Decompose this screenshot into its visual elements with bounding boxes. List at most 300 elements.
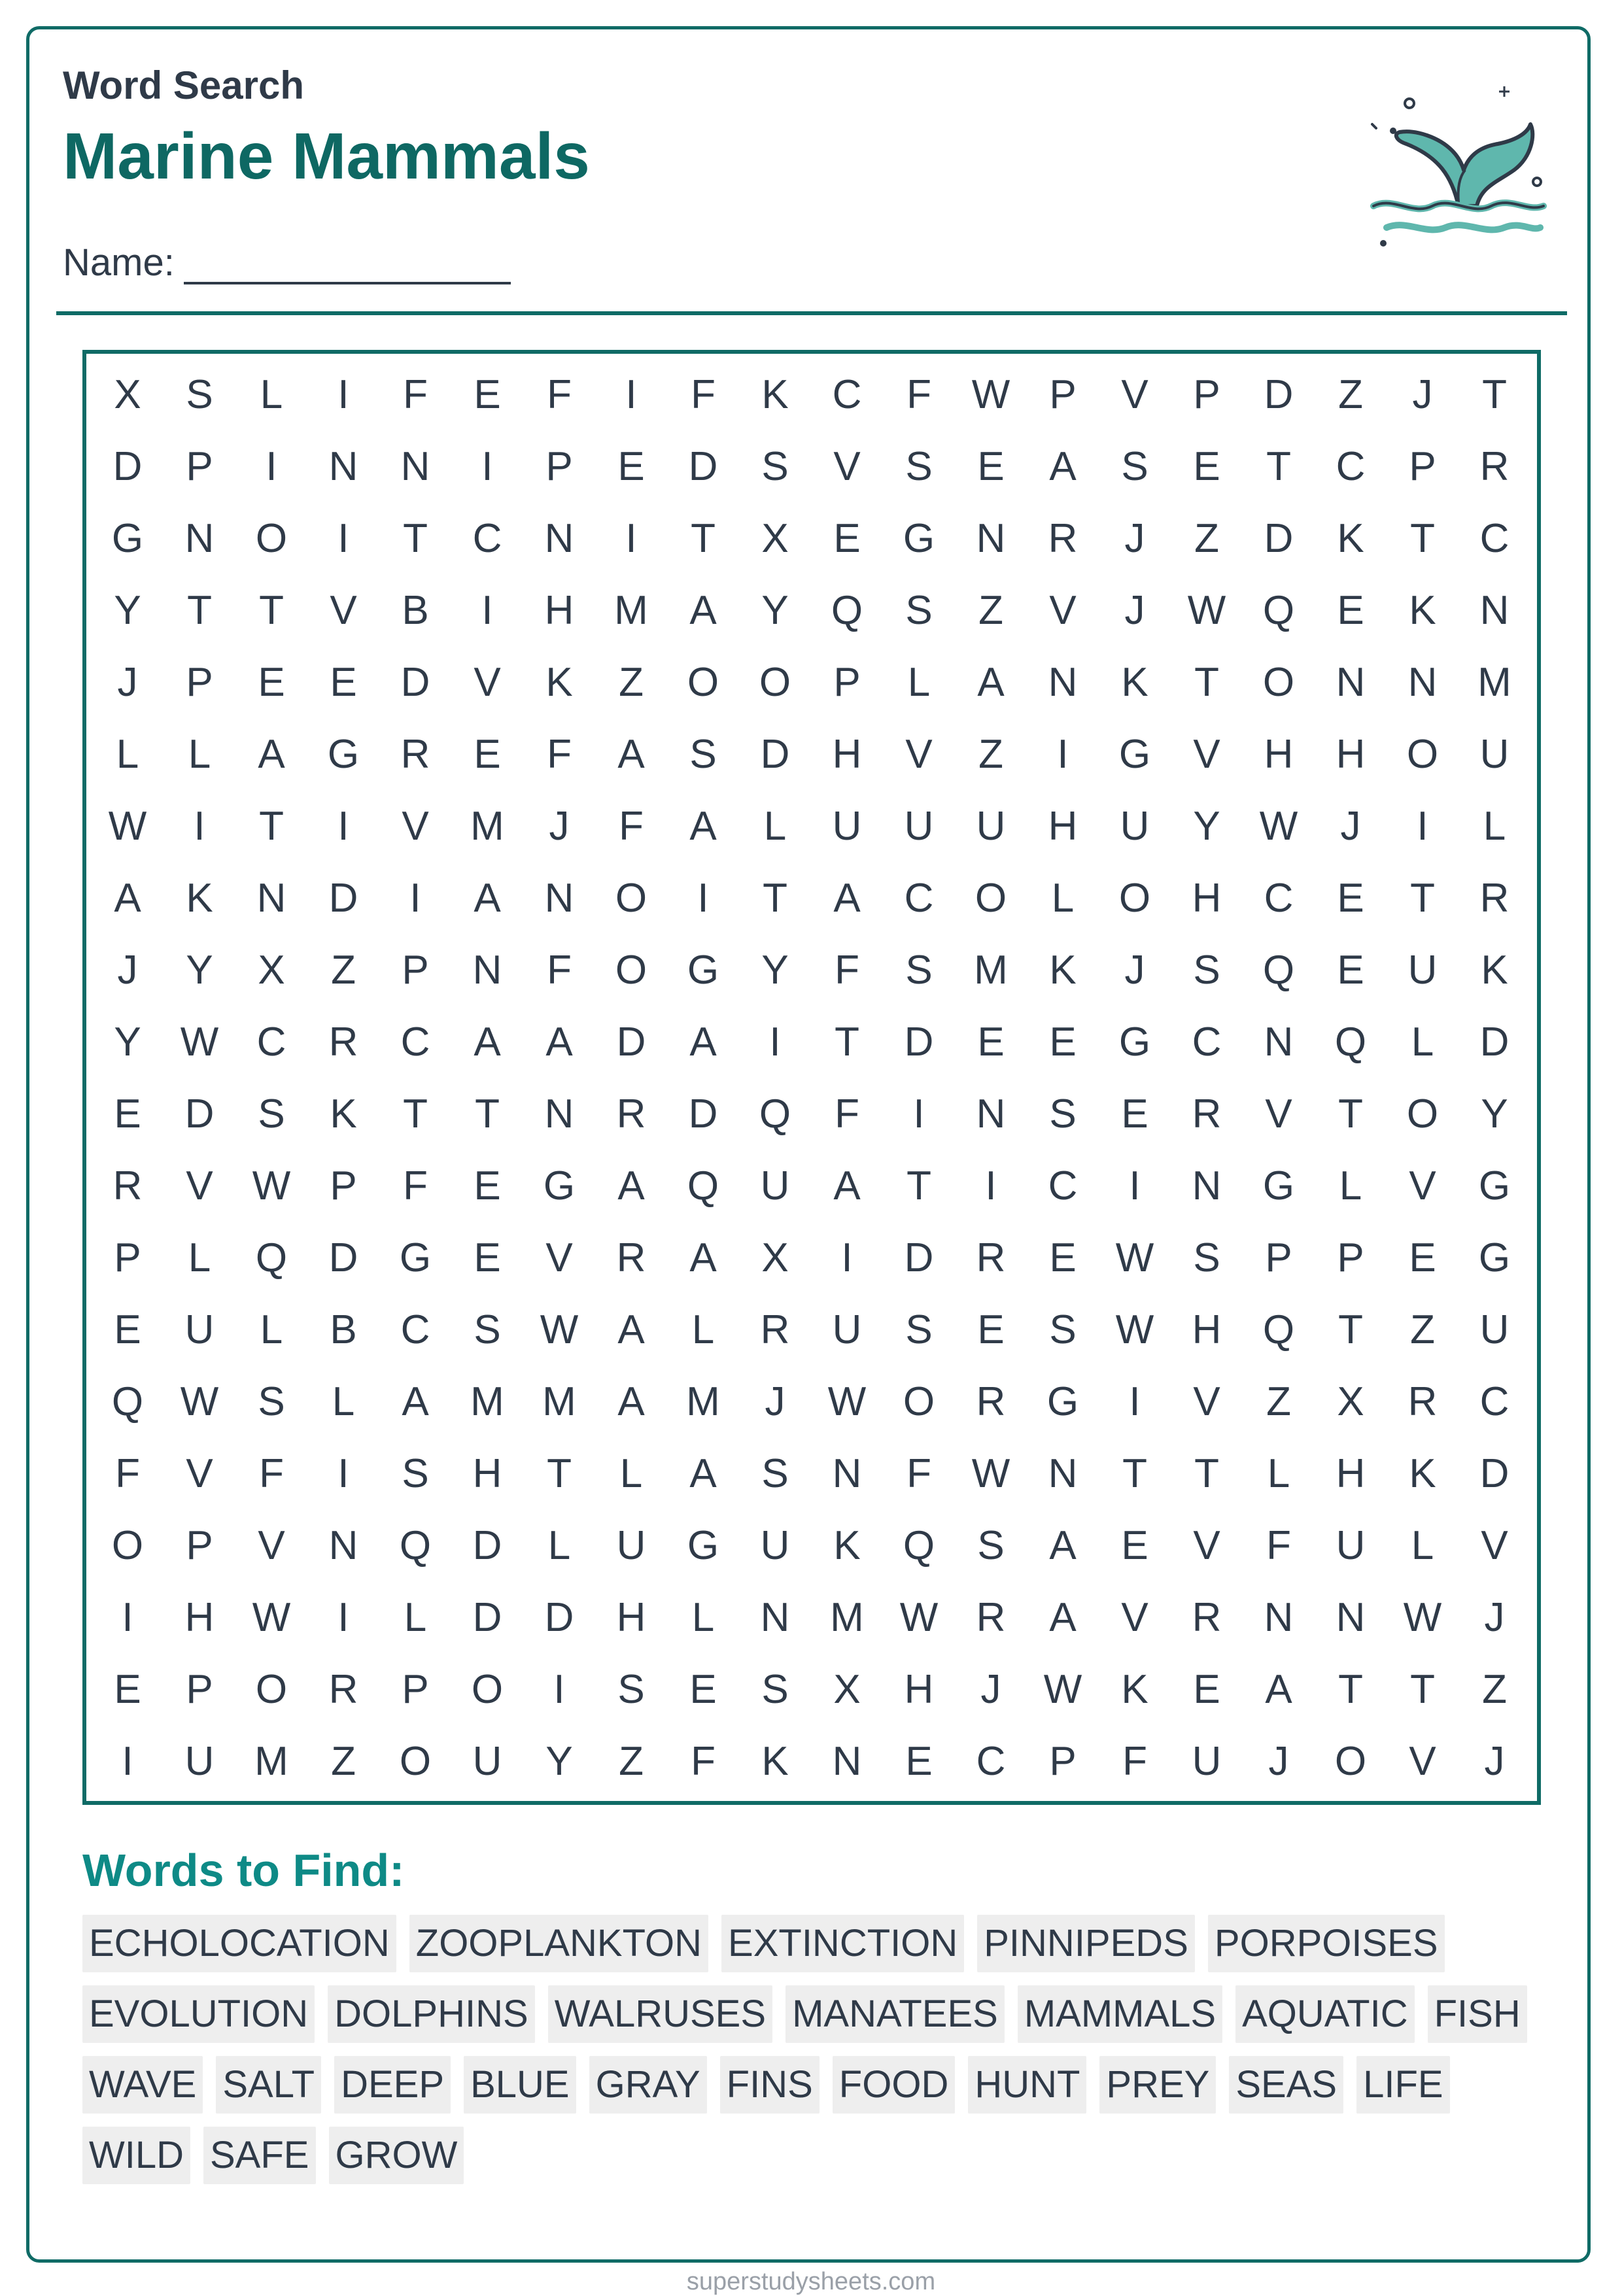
grid-letter[interactable]: E: [474, 371, 501, 417]
grid-letter[interactable]: E: [905, 1738, 933, 1784]
grid-letter[interactable]: V: [330, 587, 357, 633]
grid-letter[interactable]: S: [689, 731, 717, 777]
grid-letter[interactable]: I: [194, 803, 205, 849]
grid-letter[interactable]: A: [1049, 443, 1077, 489]
grid-letter[interactable]: A: [617, 1163, 645, 1208]
grid-letter[interactable]: Q: [399, 1522, 432, 1568]
grid-letter[interactable]: V: [186, 1450, 213, 1496]
grid-letter[interactable]: K: [1121, 1666, 1148, 1712]
grid-letter[interactable]: A: [1049, 1522, 1077, 1568]
grid-letter[interactable]: R: [760, 1307, 790, 1352]
grid-letter[interactable]: J: [980, 1666, 1001, 1712]
grid-letter[interactable]: Z: [331, 947, 356, 993]
grid-letter[interactable]: W: [1115, 1235, 1154, 1280]
grid-letter[interactable]: S: [1121, 443, 1148, 489]
grid-letter[interactable]: T: [547, 1450, 572, 1496]
grid-letter[interactable]: W: [899, 1594, 939, 1640]
grid-letter[interactable]: A: [114, 875, 141, 921]
grid-letter[interactable]: C: [400, 1019, 430, 1065]
grid-letter[interactable]: Z: [1410, 1307, 1435, 1352]
grid-letter[interactable]: S: [186, 371, 213, 417]
grid-letter[interactable]: O: [1118, 875, 1151, 921]
grid-letter[interactable]: L: [404, 1594, 427, 1640]
grid-letter[interactable]: O: [687, 659, 719, 705]
grid-letter[interactable]: G: [687, 947, 719, 993]
grid-letter[interactable]: Q: [255, 1235, 288, 1280]
grid-letter[interactable]: H: [904, 1666, 934, 1712]
name-field[interactable]: [63, 241, 511, 284]
grid-letter[interactable]: O: [1406, 1091, 1439, 1137]
grid-letter[interactable]: T: [403, 515, 428, 561]
grid-letter[interactable]: Y: [761, 947, 789, 993]
grid-letter[interactable]: L: [691, 1307, 715, 1352]
grid-letter[interactable]: I: [122, 1594, 133, 1640]
grid-letter[interactable]: T: [763, 875, 787, 921]
grid-letter[interactable]: F: [906, 371, 931, 417]
grid-letter[interactable]: P: [1049, 371, 1077, 417]
grid-letter[interactable]: K: [1337, 515, 1364, 561]
grid-letter[interactable]: L: [619, 1450, 643, 1496]
grid-letter[interactable]: X: [1337, 1379, 1364, 1424]
grid-letter[interactable]: D: [688, 1091, 718, 1137]
grid-letter[interactable]: N: [1336, 1594, 1366, 1640]
grid-letter[interactable]: F: [547, 371, 572, 417]
grid-letter[interactable]: Q: [831, 587, 863, 633]
grid-letter[interactable]: Z: [619, 1738, 644, 1784]
grid-letter[interactable]: E: [1409, 1235, 1436, 1280]
grid-letter[interactable]: C: [904, 875, 934, 921]
grid-letter[interactable]: R: [976, 1235, 1006, 1280]
grid-letter[interactable]: S: [474, 1307, 501, 1352]
grid-letter[interactable]: A: [474, 1019, 501, 1065]
grid-letter[interactable]: R: [112, 1163, 143, 1208]
grid-letter[interactable]: C: [256, 1019, 286, 1065]
grid-letter[interactable]: C: [1479, 515, 1510, 561]
grid-letter[interactable]: M: [254, 1738, 288, 1784]
grid-letter[interactable]: E: [977, 1019, 1005, 1065]
grid-letter[interactable]: T: [1338, 1666, 1363, 1712]
grid-letter[interactable]: X: [761, 1235, 789, 1280]
grid-letter[interactable]: F: [619, 803, 644, 849]
grid-letter[interactable]: I: [337, 1594, 349, 1640]
grid-letter[interactable]: T: [1410, 515, 1435, 561]
grid-letter[interactable]: J: [1484, 1738, 1505, 1784]
grid-letter[interactable]: Q: [1262, 587, 1295, 633]
grid-letter[interactable]: D: [904, 1019, 934, 1065]
grid-letter[interactable]: L: [332, 1379, 355, 1424]
grid-letter[interactable]: Y: [1481, 1091, 1508, 1137]
grid-letter[interactable]: F: [547, 731, 572, 777]
grid-letter[interactable]: T: [906, 1163, 931, 1208]
grid-letter[interactable]: W: [1259, 803, 1298, 849]
grid-letter[interactable]: N: [256, 875, 286, 921]
grid-letter[interactable]: Z: [331, 1738, 356, 1784]
grid-letter[interactable]: M: [1477, 659, 1511, 705]
grid-letter[interactable]: U: [832, 1307, 862, 1352]
grid-letter[interactable]: I: [1057, 731, 1069, 777]
grid-letter[interactable]: D: [472, 1594, 502, 1640]
grid-letter[interactable]: Z: [1194, 515, 1219, 561]
grid-letter[interactable]: I: [625, 371, 637, 417]
grid-letter[interactable]: W: [827, 1379, 867, 1424]
grid-letter[interactable]: E: [833, 515, 861, 561]
grid-letter[interactable]: D: [1264, 515, 1294, 561]
grid-letter[interactable]: V: [1409, 1738, 1436, 1784]
grid-letter[interactable]: N: [400, 443, 430, 489]
grid-letter[interactable]: D: [544, 1594, 574, 1640]
grid-letter[interactable]: H: [1048, 803, 1078, 849]
grid-letter[interactable]: S: [1049, 1091, 1077, 1137]
grid-letter[interactable]: N: [760, 1594, 790, 1640]
grid-letter[interactable]: I: [625, 515, 637, 561]
grid-letter[interactable]: V: [1121, 1594, 1148, 1640]
grid-letter[interactable]: T: [691, 515, 716, 561]
grid-letter[interactable]: Z: [978, 731, 1003, 777]
grid-letter[interactable]: T: [1122, 1450, 1147, 1496]
grid-letter[interactable]: J: [1340, 803, 1361, 849]
grid-letter[interactable]: D: [112, 443, 143, 489]
grid-letter[interactable]: C: [1264, 875, 1294, 921]
grid-letter[interactable]: V: [1481, 1522, 1508, 1568]
grid-letter[interactable]: O: [615, 947, 647, 993]
grid-letter[interactable]: N: [1192, 1163, 1222, 1208]
grid-letter[interactable]: U: [184, 1738, 215, 1784]
grid-letter[interactable]: H: [184, 1594, 215, 1640]
grid-letter[interactable]: F: [403, 371, 428, 417]
grid-letter[interactable]: Z: [619, 659, 644, 705]
grid-letter[interactable]: D: [328, 875, 358, 921]
grid-letter[interactable]: N: [1479, 587, 1510, 633]
grid-letter[interactable]: L: [907, 659, 931, 705]
grid-letter[interactable]: V: [1049, 587, 1077, 633]
grid-letter[interactable]: L: [188, 1235, 211, 1280]
grid-letter[interactable]: U: [184, 1307, 215, 1352]
grid-letter[interactable]: N: [1264, 1594, 1294, 1640]
grid-letter[interactable]: L: [260, 1307, 283, 1352]
grid-letter[interactable]: J: [1124, 947, 1145, 993]
grid-letter[interactable]: K: [1121, 659, 1148, 705]
grid-letter[interactable]: D: [688, 443, 718, 489]
grid-letter[interactable]: N: [328, 443, 358, 489]
grid-letter[interactable]: D: [1479, 1450, 1510, 1496]
grid-letter[interactable]: T: [1266, 443, 1291, 489]
grid-letter[interactable]: C: [1479, 1379, 1510, 1424]
grid-letter[interactable]: Y: [545, 1738, 573, 1784]
grid-letter[interactable]: F: [835, 947, 859, 993]
grid-letter[interactable]: S: [761, 1450, 789, 1496]
grid-letter[interactable]: N: [1264, 1019, 1294, 1065]
grid-letter[interactable]: X: [114, 371, 141, 417]
grid-letter[interactable]: G: [327, 731, 360, 777]
grid-letter[interactable]: J: [1124, 587, 1145, 633]
grid-letter[interactable]: T: [259, 803, 284, 849]
grid-letter[interactable]: T: [187, 587, 212, 633]
grid-letter[interactable]: D: [904, 1235, 934, 1280]
grid-letter[interactable]: M: [470, 803, 504, 849]
grid-letter[interactable]: V: [1409, 1163, 1436, 1208]
grid-letter[interactable]: E: [1337, 947, 1364, 993]
grid-letter[interactable]: Y: [761, 587, 789, 633]
grid-letter[interactable]: G: [1118, 1019, 1151, 1065]
grid-letter[interactable]: O: [255, 515, 288, 561]
grid-letter[interactable]: Q: [1262, 947, 1295, 993]
grid-letter[interactable]: T: [835, 1019, 859, 1065]
grid-letter[interactable]: I: [122, 1738, 133, 1784]
grid-letter[interactable]: K: [1481, 947, 1508, 993]
grid-letter[interactable]: G: [1046, 1379, 1079, 1424]
grid-letter[interactable]: Y: [114, 1019, 141, 1065]
grid-letter[interactable]: V: [1265, 1091, 1292, 1137]
grid-letter[interactable]: V: [833, 443, 861, 489]
grid-letter[interactable]: E: [1193, 443, 1220, 489]
grid-letter[interactable]: C: [472, 515, 502, 561]
grid-letter[interactable]: U: [904, 803, 934, 849]
grid-letter[interactable]: A: [977, 659, 1005, 705]
grid-letter[interactable]: U: [1192, 1738, 1222, 1784]
grid-letter[interactable]: D: [1479, 1019, 1510, 1065]
grid-letter[interactable]: V: [474, 659, 501, 705]
grid-letter[interactable]: N: [1407, 659, 1438, 705]
grid-letter[interactable]: V: [1121, 371, 1148, 417]
grid-letter[interactable]: C: [976, 1738, 1006, 1784]
grid-letter[interactable]: E: [1049, 1235, 1077, 1280]
grid-letter[interactable]: K: [1409, 587, 1436, 633]
grid-letter[interactable]: N: [472, 947, 502, 993]
grid-letter[interactable]: U: [1407, 947, 1438, 993]
grid-letter[interactable]: P: [1049, 1738, 1077, 1784]
grid-letter[interactable]: L: [1483, 803, 1506, 849]
grid-letter[interactable]: K: [1049, 947, 1077, 993]
grid-letter[interactable]: R: [400, 731, 430, 777]
grid-letter[interactable]: N: [976, 1091, 1006, 1137]
grid-letter[interactable]: G: [399, 1235, 432, 1280]
grid-letter[interactable]: R: [616, 1091, 646, 1137]
grid-letter[interactable]: S: [761, 443, 789, 489]
grid-letter[interactable]: U: [472, 1738, 502, 1784]
grid-letter[interactable]: R: [1479, 875, 1510, 921]
grid-letter[interactable]: L: [1411, 1522, 1434, 1568]
grid-letter[interactable]: F: [1122, 1738, 1147, 1784]
grid-letter[interactable]: E: [1337, 587, 1364, 633]
grid-letter[interactable]: H: [1264, 731, 1294, 777]
grid-letter[interactable]: I: [409, 875, 421, 921]
grid-letter[interactable]: A: [833, 1163, 861, 1208]
grid-letter[interactable]: V: [545, 1235, 573, 1280]
grid-letter[interactable]: S: [617, 1666, 645, 1712]
grid-letter[interactable]: P: [402, 1666, 429, 1712]
grid-letter[interactable]: N: [544, 1091, 574, 1137]
grid-letter[interactable]: Q: [1334, 1019, 1367, 1065]
grid-letter[interactable]: T: [1410, 875, 1435, 921]
grid-letter[interactable]: U: [760, 1163, 790, 1208]
grid-letter[interactable]: N: [328, 1522, 358, 1568]
grid-letter[interactable]: L: [260, 371, 283, 417]
grid-letter[interactable]: R: [976, 1594, 1006, 1640]
grid-letter[interactable]: E: [474, 1235, 501, 1280]
grid-letter[interactable]: O: [1406, 731, 1439, 777]
grid-letter[interactable]: V: [186, 1163, 213, 1208]
grid-letter[interactable]: G: [1118, 731, 1151, 777]
grid-letter[interactable]: K: [761, 1738, 789, 1784]
grid-letter[interactable]: I: [913, 1091, 925, 1137]
grid-letter[interactable]: H: [1336, 731, 1366, 777]
grid-letter[interactable]: A: [258, 731, 285, 777]
grid-letter[interactable]: C: [1048, 1163, 1078, 1208]
grid-letter[interactable]: A: [689, 1019, 717, 1065]
grid-letter[interactable]: G: [903, 515, 935, 561]
grid-letter[interactable]: U: [760, 1522, 790, 1568]
grid-letter[interactable]: L: [1051, 875, 1075, 921]
grid-letter[interactable]: N: [544, 875, 574, 921]
grid-letter[interactable]: U: [616, 1522, 646, 1568]
grid-letter[interactable]: V: [1193, 1522, 1220, 1568]
grid-letter[interactable]: O: [471, 1666, 504, 1712]
grid-letter[interactable]: K: [833, 1522, 861, 1568]
grid-letter[interactable]: K: [545, 659, 573, 705]
grid-letter[interactable]: O: [1262, 659, 1295, 705]
grid-letter[interactable]: U: [1336, 1522, 1366, 1568]
grid-letter[interactable]: N: [184, 515, 215, 561]
grid-letter[interactable]: E: [977, 1307, 1005, 1352]
grid-letter[interactable]: T: [1338, 1091, 1363, 1137]
grid-letter[interactable]: L: [1411, 1019, 1434, 1065]
grid-letter[interactable]: A: [402, 1379, 429, 1424]
grid-letter[interactable]: M: [830, 1594, 864, 1640]
grid-letter[interactable]: V: [905, 731, 933, 777]
grid-letter[interactable]: E: [977, 443, 1005, 489]
grid-letter[interactable]: H: [1336, 1450, 1366, 1496]
grid-letter[interactable]: I: [337, 515, 349, 561]
grid-letter[interactable]: J: [1124, 515, 1145, 561]
grid-letter[interactable]: D: [328, 1235, 358, 1280]
grid-letter[interactable]: O: [615, 875, 647, 921]
grid-letter[interactable]: K: [761, 371, 789, 417]
grid-letter[interactable]: W: [252, 1163, 291, 1208]
grid-letter[interactable]: I: [337, 803, 349, 849]
grid-letter[interactable]: F: [691, 1738, 716, 1784]
grid-letter[interactable]: Y: [114, 587, 141, 633]
grid-letter[interactable]: S: [761, 1666, 789, 1712]
grid-letter[interactable]: X: [761, 515, 789, 561]
grid-letter[interactable]: S: [977, 1522, 1005, 1568]
grid-letter[interactable]: J: [549, 803, 570, 849]
grid-letter[interactable]: K: [186, 875, 213, 921]
grid-letter[interactable]: I: [1129, 1163, 1141, 1208]
grid-letter[interactable]: S: [258, 1379, 285, 1424]
grid-letter[interactable]: D: [184, 1091, 215, 1137]
grid-letter[interactable]: E: [258, 659, 285, 705]
grid-letter[interactable]: W: [540, 1307, 579, 1352]
grid-letter[interactable]: S: [1193, 947, 1220, 993]
grid-letter[interactable]: T: [1194, 659, 1219, 705]
grid-letter[interactable]: L: [188, 731, 211, 777]
grid-letter[interactable]: U: [832, 803, 862, 849]
grid-letter[interactable]: E: [114, 1666, 141, 1712]
grid-letter[interactable]: P: [402, 947, 429, 993]
grid-letter[interactable]: P: [1193, 371, 1220, 417]
grid-letter[interactable]: O: [759, 659, 791, 705]
grid-letter[interactable]: R: [1479, 443, 1510, 489]
grid-letter[interactable]: P: [186, 659, 213, 705]
grid-letter[interactable]: D: [616, 1019, 646, 1065]
grid-letter[interactable]: I: [481, 443, 493, 489]
grid-letter[interactable]: M: [470, 1379, 504, 1424]
grid-letter[interactable]: W: [252, 1594, 291, 1640]
grid-letter[interactable]: M: [614, 587, 648, 633]
grid-letter[interactable]: I: [337, 371, 349, 417]
grid-letter[interactable]: E: [330, 659, 357, 705]
grid-letter[interactable]: T: [1410, 1666, 1435, 1712]
grid-letter[interactable]: Y: [186, 947, 213, 993]
grid-letter[interactable]: W: [1403, 1594, 1442, 1640]
grid-letter[interactable]: L: [116, 731, 139, 777]
grid-letter[interactable]: U: [976, 803, 1006, 849]
grid-letter[interactable]: T: [1194, 1450, 1219, 1496]
grid-letter[interactable]: A: [617, 1307, 645, 1352]
grid-letter[interactable]: W: [971, 1450, 1010, 1496]
grid-letter[interactable]: E: [689, 1666, 717, 1712]
grid-letter[interactable]: F: [403, 1163, 428, 1208]
grid-letter[interactable]: I: [841, 1235, 853, 1280]
grid-letter[interactable]: P: [1265, 1235, 1292, 1280]
grid-letter[interactable]: P: [186, 1522, 213, 1568]
grid-letter[interactable]: B: [330, 1307, 357, 1352]
grid-letter[interactable]: E: [1049, 1019, 1077, 1065]
grid-letter[interactable]: N: [544, 515, 574, 561]
grid-letter[interactable]: S: [258, 1091, 285, 1137]
grid-letter[interactable]: Q: [759, 1091, 791, 1137]
grid-letter[interactable]: A: [689, 1450, 717, 1496]
grid-letter[interactable]: X: [258, 947, 285, 993]
grid-letter[interactable]: P: [1409, 443, 1436, 489]
grid-letter[interactable]: P: [114, 1235, 141, 1280]
grid-letter[interactable]: Z: [978, 587, 1003, 633]
grid-letter[interactable]: W: [180, 1019, 219, 1065]
grid-letter[interactable]: L: [1267, 1450, 1290, 1496]
grid-letter[interactable]: D: [400, 659, 430, 705]
grid-letter[interactable]: R: [1192, 1594, 1222, 1640]
grid-letter[interactable]: C: [1192, 1019, 1222, 1065]
grid-letter[interactable]: I: [985, 1163, 997, 1208]
grid-letter[interactable]: P: [330, 1163, 357, 1208]
name-blank-line[interactable]: [184, 249, 511, 284]
grid-letter[interactable]: I: [266, 443, 277, 489]
grid-letter[interactable]: O: [975, 875, 1007, 921]
grid-letter[interactable]: R: [328, 1666, 358, 1712]
grid-letter[interactable]: F: [115, 1450, 140, 1496]
grid-letter[interactable]: O: [903, 1379, 935, 1424]
grid-letter[interactable]: M: [542, 1379, 576, 1424]
grid-letter[interactable]: S: [1049, 1307, 1077, 1352]
grid-letter[interactable]: H: [1192, 875, 1222, 921]
grid-letter[interactable]: G: [543, 1163, 576, 1208]
grid-letter[interactable]: O: [255, 1666, 288, 1712]
grid-letter[interactable]: Q: [687, 1163, 719, 1208]
grid-letter[interactable]: M: [974, 947, 1008, 993]
grid-letter[interactable]: D: [472, 1522, 502, 1568]
grid-letter[interactable]: C: [400, 1307, 430, 1352]
grid-letter[interactable]: F: [547, 947, 572, 993]
grid-letter[interactable]: F: [835, 1091, 859, 1137]
letter-grid[interactable]: [92, 358, 1530, 1797]
grid-letter[interactable]: E: [1193, 1666, 1220, 1712]
grid-letter[interactable]: A: [474, 875, 501, 921]
grid-letter[interactable]: K: [330, 1091, 357, 1137]
grid-letter[interactable]: I: [481, 587, 493, 633]
grid-letter[interactable]: F: [906, 1450, 931, 1496]
grid-letter[interactable]: E: [1337, 875, 1364, 921]
grid-letter[interactable]: N: [1048, 659, 1078, 705]
